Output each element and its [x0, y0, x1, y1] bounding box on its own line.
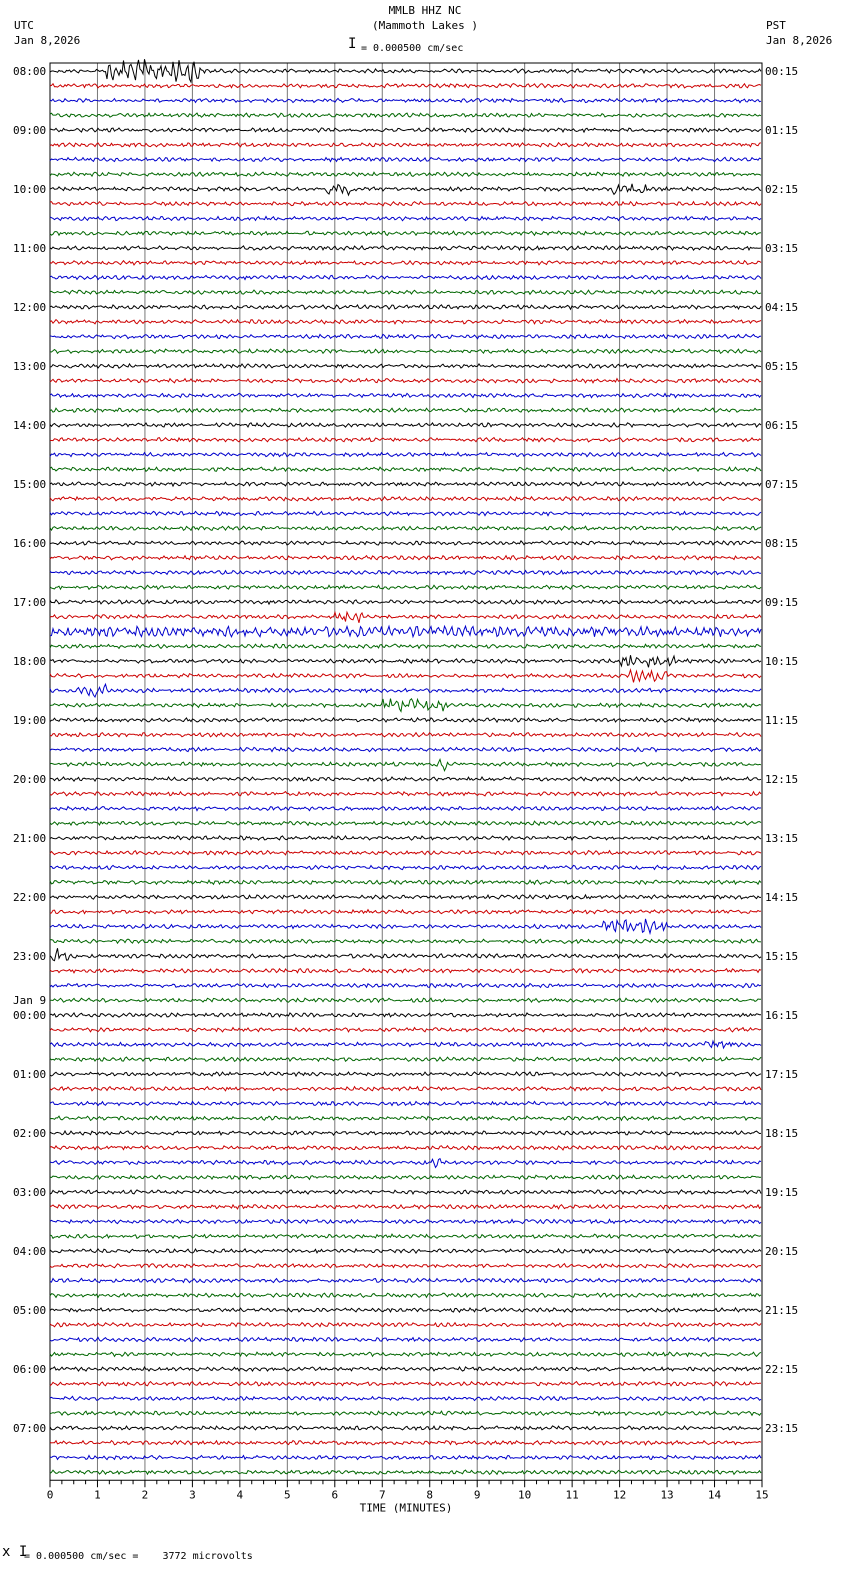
utc-hour-label: 05:00: [13, 1304, 47, 1317]
trace-row-88: [50, 1367, 761, 1371]
pst-hour-label: 00:15: [765, 65, 799, 78]
utc-hour-label: 10:00: [13, 183, 47, 196]
pst-hour-label: 12:15: [765, 773, 799, 786]
trace-row-54: [50, 865, 761, 869]
utc-hour-label: 16:00: [13, 537, 47, 550]
scale-bar-icon: I: [348, 36, 357, 52]
trace-row-79: [50, 1234, 761, 1238]
trace-row-27: [50, 467, 761, 471]
trace-row-49: [50, 792, 761, 796]
utc-hour-label: 20:00: [13, 773, 47, 786]
trace-row-56: [50, 895, 761, 899]
x-tick-label: 1: [94, 1488, 101, 1502]
trace-row-94: [50, 1455, 761, 1459]
x-tick-label: 3: [189, 1488, 196, 1502]
right-timezone: PST: [766, 19, 786, 32]
pst-hour-label: 05:15: [765, 360, 799, 373]
pst-hour-label: 19:15: [765, 1186, 799, 1199]
x-tick-label: 2: [141, 1488, 149, 1502]
trace-row-22: [50, 393, 761, 397]
trace-row-19: [50, 349, 761, 353]
trace-row-43: [50, 699, 761, 712]
pst-hour-label: 16:15: [765, 1009, 799, 1022]
pst-hour-label: 14:15: [765, 891, 799, 904]
x-tick-label: 11: [565, 1488, 579, 1502]
trace-row-66: [50, 1041, 761, 1048]
trace-row-30: [50, 511, 761, 515]
trace-row-33: [50, 556, 761, 560]
utc-hour-label: 22:00: [13, 891, 47, 904]
trace-row-10: [50, 217, 761, 221]
trace-row-95: [50, 1470, 761, 1474]
trace-row-64: [50, 1013, 761, 1017]
x-tick-label: 4: [236, 1488, 244, 1502]
trace-row-20: [50, 364, 761, 368]
trace-row-25: [50, 438, 761, 442]
utc-hour-label: 13:00: [13, 360, 47, 373]
trace-row-76: [50, 1190, 761, 1194]
trace-row-60: [50, 948, 761, 961]
trace-row-82: [50, 1278, 761, 1282]
trace-row-63: [50, 998, 761, 1002]
trace-row-89: [50, 1382, 761, 1386]
trace-row-67: [50, 1057, 761, 1061]
utc-hour-label: 21:00: [13, 832, 47, 845]
utc-hour-label: 00:00: [13, 1009, 47, 1022]
footer-scale-text: = 0.000500 cm/sec = 3772 microvolts: [24, 1551, 253, 1562]
utc-hour-label: 23:00: [13, 950, 47, 963]
utc-hour-label: 12:00: [13, 301, 47, 314]
trace-row-13: [50, 261, 761, 265]
utc-hour-label: 07:00: [13, 1422, 47, 1435]
pst-hour-label: 03:15: [765, 242, 799, 255]
pst-hour-label: 23:15: [765, 1422, 799, 1435]
left-date: Jan 8,2026: [14, 34, 81, 47]
trace-row-47: [50, 759, 761, 770]
pst-hour-label: 15:15: [765, 950, 799, 963]
trace-row-9: [50, 202, 761, 206]
trace-row-38: [50, 626, 761, 637]
pst-hour-label: 20:15: [765, 1245, 799, 1258]
trace-row-86: [50, 1337, 761, 1341]
trace-row-42: [50, 684, 761, 697]
x-tick-label: 10: [518, 1488, 532, 1502]
trace-row-93: [50, 1441, 761, 1445]
trace-row-11: [50, 231, 761, 235]
x-tick-label: 9: [473, 1488, 481, 1502]
trace-row-1: [50, 84, 761, 88]
trace-row-51: [50, 821, 761, 825]
trace-row-83: [50, 1293, 761, 1297]
trace-row-6: [50, 157, 761, 161]
utc-hour-label: 19:00: [13, 714, 47, 727]
trace-row-48: [50, 777, 761, 781]
pst-hour-label: 09:15: [765, 596, 799, 609]
trace-row-50: [50, 806, 761, 810]
footer-scale-bar-icon: x I: [2, 1544, 28, 1560]
trace-row-72: [50, 1131, 761, 1135]
station-location: (Mammoth Lakes ): [372, 19, 478, 32]
x-tick-label: 13: [660, 1488, 674, 1502]
utc-hour-label: 15:00: [13, 478, 47, 491]
pst-hour-label: 18:15: [765, 1127, 799, 1140]
pst-hour-label: 06:15: [765, 419, 799, 432]
pst-hour-label: 08:15: [765, 537, 799, 550]
date-change-label: Jan 9: [13, 994, 47, 1007]
trace-row-87: [50, 1352, 761, 1356]
trace-row-57: [50, 910, 761, 914]
trace-row-62: [50, 983, 761, 987]
trace-row-91: [50, 1411, 761, 1415]
trace-row-31: [50, 526, 761, 530]
pst-hour-label: 22:15: [765, 1363, 799, 1376]
pst-hour-label: 07:15: [765, 478, 799, 491]
trace-row-18: [50, 334, 761, 338]
x-tick-label: 0: [46, 1488, 54, 1502]
trace-row-26: [50, 452, 761, 456]
trace-row-53: [50, 851, 761, 855]
x-tick-label: 15: [755, 1488, 769, 1502]
pst-hour-label: 04:15: [765, 301, 799, 314]
trace-row-70: [50, 1101, 761, 1105]
x-tick-label: 5: [284, 1488, 291, 1502]
trace-row-12: [50, 246, 761, 250]
pst-hour-label: 21:15: [765, 1304, 799, 1317]
trace-row-37: [50, 612, 761, 623]
trace-row-21: [50, 379, 761, 383]
x-tick-label: 6: [331, 1488, 339, 1502]
trace-row-28: [50, 482, 761, 486]
trace-row-65: [50, 1028, 761, 1032]
utc-hour-label: 17:00: [13, 596, 47, 609]
trace-row-15: [50, 290, 761, 294]
trace-row-23: [50, 408, 761, 412]
trace-row-39: [50, 644, 761, 648]
trace-row-45: [50, 733, 761, 737]
pst-hour-label: 02:15: [765, 183, 799, 196]
trace-row-58: [50, 919, 761, 933]
x-tick-label: 14: [707, 1488, 722, 1502]
trace-row-61: [50, 969, 761, 973]
trace-row-74: [50, 1159, 761, 1168]
x-tick-label: 7: [378, 1488, 386, 1502]
trace-row-14: [50, 275, 761, 279]
trace-row-35: [50, 585, 761, 589]
trace-row-29: [50, 497, 761, 501]
trace-row-3: [50, 113, 761, 117]
trace-row-69: [50, 1087, 761, 1091]
trace-row-4: [50, 128, 761, 132]
trace-row-75: [50, 1175, 761, 1179]
x-axis-label: TIME (MINUTES): [359, 1501, 453, 1515]
station-title: MMLB HHZ NC: [388, 4, 462, 17]
trace-row-71: [50, 1116, 761, 1120]
trace-row-90: [50, 1396, 761, 1400]
x-tick-label: 8: [426, 1488, 434, 1502]
utc-hour-label: 01:00: [13, 1068, 47, 1081]
pst-hour-label: 17:15: [765, 1068, 799, 1081]
trace-row-52: [50, 836, 761, 840]
trace-row-78: [50, 1219, 761, 1223]
utc-hour-label: 11:00: [13, 242, 47, 255]
trace-row-92: [50, 1426, 761, 1430]
right-date: Jan 8,2026: [766, 34, 833, 47]
trace-row-16: [50, 305, 761, 309]
trace-row-77: [50, 1205, 761, 1209]
trace-row-85: [50, 1323, 761, 1327]
pst-hour-label: 01:15: [765, 124, 799, 137]
utc-hour-label: 08:00: [13, 65, 47, 78]
trace-row-41: [50, 670, 761, 683]
scale-text: = 0.000500 cm/sec: [361, 43, 464, 54]
trace-row-80: [50, 1249, 761, 1253]
utc-hour-label: 04:00: [13, 1245, 47, 1258]
trace-row-40: [50, 655, 761, 667]
utc-hour-label: 09:00: [13, 124, 47, 137]
trace-row-44: [50, 718, 761, 722]
trace-row-81: [50, 1264, 761, 1268]
trace-row-73: [50, 1146, 761, 1150]
utc-hour-label: 06:00: [13, 1363, 47, 1376]
trace-row-55: [50, 880, 761, 884]
trace-row-5: [50, 143, 761, 147]
trace-row-24: [50, 423, 761, 427]
pst-hour-label: 10:15: [765, 655, 799, 668]
utc-hour-label: 03:00: [13, 1186, 47, 1199]
pst-hour-label: 11:15: [765, 714, 799, 727]
trace-row-46: [50, 747, 761, 751]
left-timezone: UTC: [14, 19, 34, 32]
trace-row-32: [50, 541, 761, 545]
x-tick-label: 12: [612, 1488, 627, 1502]
utc-hour-label: 14:00: [13, 419, 47, 432]
utc-hour-label: 02:00: [13, 1127, 47, 1140]
trace-row-34: [50, 570, 761, 574]
trace-row-59: [50, 939, 761, 943]
trace-row-17: [50, 320, 761, 324]
trace-row-36: [50, 600, 761, 604]
trace-row-84: [50, 1308, 761, 1312]
trace-row-2: [50, 98, 761, 102]
trace-row-7: [50, 172, 761, 176]
utc-hour-label: 18:00: [13, 655, 47, 668]
pst-hour-label: 13:15: [765, 832, 799, 845]
trace-row-8: [50, 184, 761, 195]
trace-row-68: [50, 1072, 761, 1076]
